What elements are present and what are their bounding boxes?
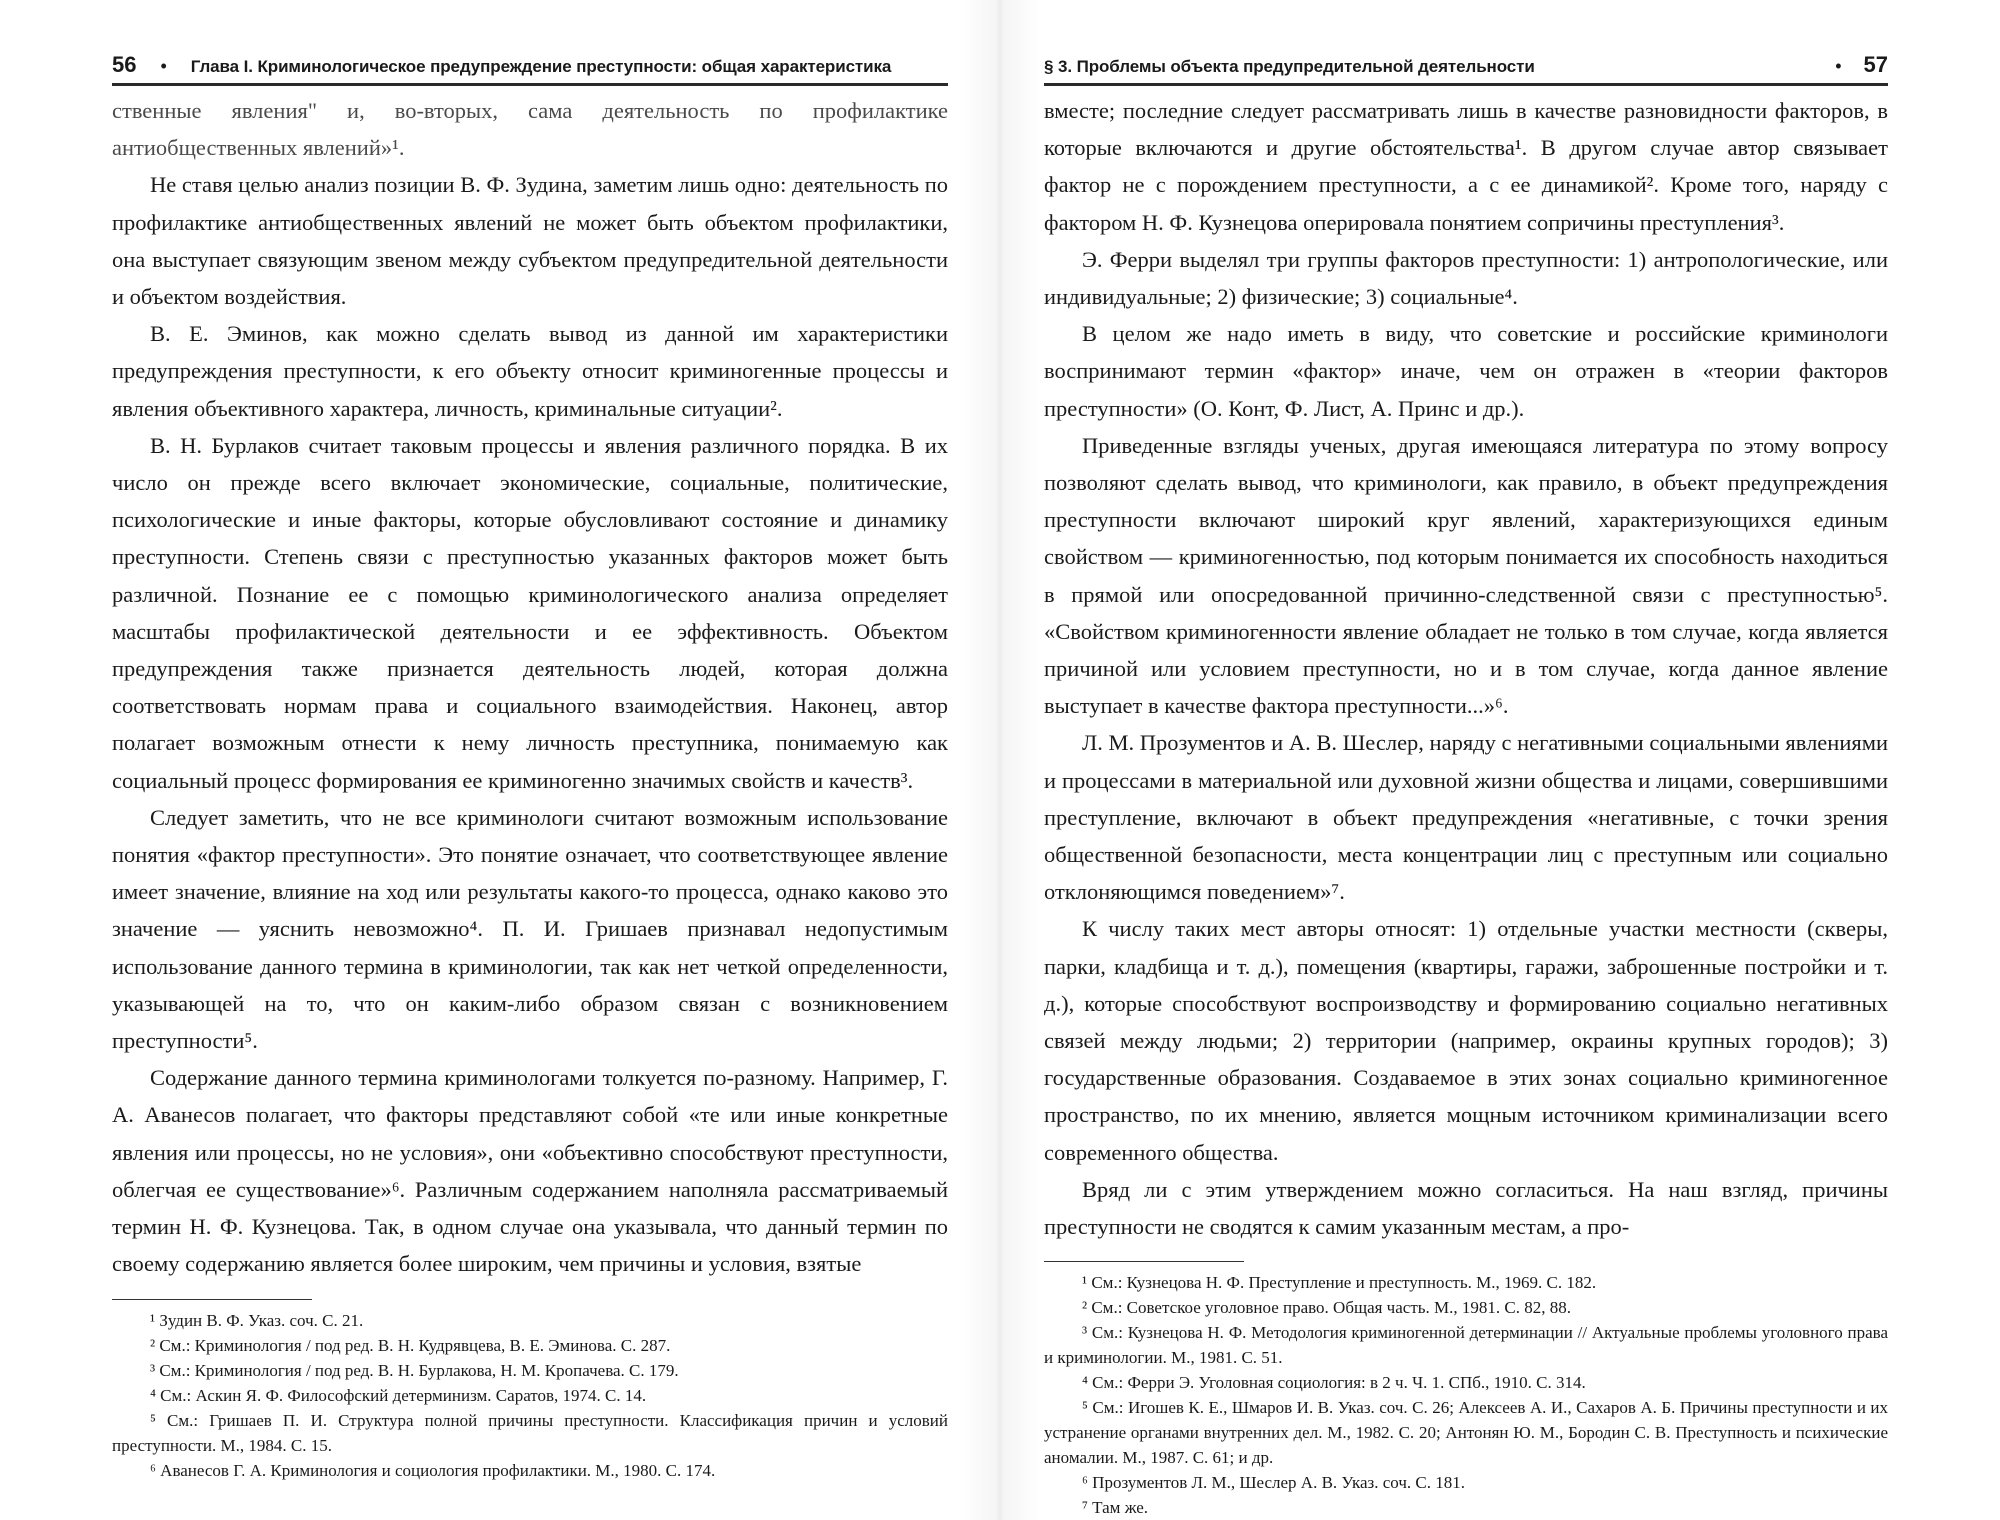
footnote: ³ См.: Криминология / под ред. В. Н. Бурлакова, Н. М. Кропачева. С. 179. (150, 1360, 679, 1380)
right-body-text (1044, 92, 1888, 1245)
footnote: ³ См.: Кузнецова Н. Ф. Методология криминогенной детерминации // Актуальные проблемы уголовного права и криминологии. М., 1981. С. 51. (1044, 1323, 1888, 1368)
header-bullet: • (1835, 56, 1842, 76)
right-running-title: § 3. Проблемы объекта предупредительной деятельности (1044, 57, 1535, 76)
paragraph: В целом же надо иметь в виду, что советские и российские криминологи воспринимают термин «фактор» иначе, чем он отражен в «теории факторов преступности» (О. Конт, Ф. Лист, А. Принс и др.). (1044, 321, 1888, 421)
footnote: ⁶ Прозументов Л. М., Шеслер А. В. Указ. соч. С. 181. (1082, 1473, 1465, 1493)
footnote-divider (1044, 1261, 1244, 1262)
paragraph: Не ставя целью анализ позиции В. Ф. Зудина, заметим лишь одно: деятельность по профилактике антиобщественных явлений не может быть объектом профилактики, она выступает связующим звеном между субъектом предупредительной деятельности и объектом воздействия. (112, 172, 948, 310)
footnote: ⁶ Аванесов Г. А. Криминология и социология профилактики. М., 1980. С. 174. (150, 1460, 716, 1480)
left-body-text (112, 92, 948, 1283)
paragraph: Э. Ферри выделял три группы факторов преступности: 1) антропологические, или индивидуальные; 2) физические; 3) социальные⁴. (1044, 246, 1888, 310)
paragraph: В. Н. Бурлаков считает таковым процессы и явления различного порядка. В их число он прежде всего включает экономические, социальные, политические, психологические и иные факторы, которые обусловливают состояние и динамику преступности. Степень связи с преступностью указанных факторов может быть различной. Познание ее с помощью криминологического анализа определяет масштабы профилактической деятельности и ее эффективность. Объектом предупреждения также признается деятельность людей, которая должна соответствовать нормам права и социального взаимодействия. Наконец, автор полагает возможным отнести к нему личность преступника, понимаемую как социальный процесс формирования ее криминогенно значимых свойств и качеств³. (112, 432, 948, 793)
right-page (1000, 0, 2000, 1520)
footnote: ⁵ См.: Гришаев П. И. Структура полной причины преступности. Классификация причин и условий преступности. М., 1984. С. 15. (112, 1410, 948, 1455)
footnote: ⁵ См.: Игошев К. Е., Шмаров И. В. Указ. соч. С. 26; Алексеев А. И., Сахаров А. Б. Причины преступности и их устранение органами внутренних дел. М., 1982. С. 20; Антонян Ю. М., Бородин С. В. Преступность и психические аномалии. М., 1987. С. 61; и др. (1044, 1398, 1888, 1468)
left-running-title: Глава I. Криминологическое предупреждение преступности: общая характеристика (190, 57, 892, 76)
paragraph: вместе; последние следует рассматривать лишь в качестве разновидности факторов, в которые включаются и другие обстоятельства¹. В другом случае автор связывает фактор не с порождением преступности, а с ее динамикой². Кроме того, наряду с фактором Н. Ф. Кузнецова оперировала понятием сопричины преступления³. (1044, 98, 1888, 235)
paragraph: Следует заметить, что не все криминологи считают возможным использование понятия «фактор преступности». Это понятие означает, что соответствующее явление имеет значение, влияние на ход или результаты какого-то процесса, однако каково это значение — уяснить невозможно⁴. П. И. Гришаев признавал недопустимым использование данного термина в криминологии, так как нет четкой определенности, указывающей на то, что он каким-либо образом связан с возникновением преступности⁵. (112, 804, 948, 1054)
paragraph: Вряд ли с этим утверждением можно согласиться. На наш взгляд, причины преступности не сводятся к самим указанным местам, а про- (1044, 1176, 1888, 1240)
footnote: ¹ См.: Кузнецова Н. Ф. Преступление и преступность. М., 1969. С. 182. (1082, 1273, 1597, 1293)
right-footnotes (1044, 1270, 1888, 1520)
footnote: ⁷ Там же. (1082, 1498, 1149, 1518)
left-page-number: 56 (112, 52, 137, 77)
paragraph: Л. М. Прозументов и А. В. Шеслер, наряду с негативными социальными явлениями и процессами в материальной или духовной жизни общества и лицами, совершившими преступление, включают в объект предупреждения «негативные, с точки зрения общественной безопасности, места концентрации лиц с преступным или социально отклоняющимся поведением»⁷. (1044, 730, 1888, 905)
paragraph: ственные явления" и, во-вторых, сама деятельность по профилактике антиобщественных явлений»¹. (112, 98, 948, 161)
header-bullet: • (160, 56, 167, 76)
right-page-header (1044, 52, 1888, 86)
footnote: ⁴ См.: Аскин Я. Ф. Философский детерминизм. Саратов, 1974. С. 14. (150, 1385, 647, 1405)
left-page-header (112, 52, 948, 86)
paragraph: Содержание данного термина криминологами толкуется по-разному. Например, Г. А. Аванесов полагает, что факторы представляют собой «те или иные конкретные явления или процессы, но не условия», они «объективно способствуют преступности, облегчая ее существование»⁶. Различным содержанием наполняла рассматриваемый термин Н. Ф. Кузнецова. Так, в одном случае она указывала, что данный термин по своему содержанию является более широким, чем причины и условия, взятые (112, 1065, 948, 1277)
footnote-divider (112, 1299, 312, 1300)
footnote: ² См.: Криминология / под ред. В. Н. Кудрявцева, В. Е. Эминова. С. 287. (150, 1335, 671, 1355)
footnote: ¹ Зудин В. Ф. Указ. соч. С. 21. (150, 1310, 364, 1330)
footnote: ⁴ См.: Ферри Э. Уголовная социология: в 2 ч. Ч. 1. СПб., 1910. С. 314. (1082, 1373, 1586, 1393)
paragraph: В. Е. Эминов, как можно сделать вывод из данной им характеристики предупреждения преступности, к его объекту относит криминогенные процессы и явления объективного характера, личность, криминальные ситуации². (112, 321, 948, 421)
paragraph: Приведенные взгляды ученых, другая имеющаяся литература по этому вопросу позволяют сделать вывод, что криминологи, как правило, в объект предупреждения преступности включают широкий круг явлений, характеризующихся единым свойством — криминогенностью, под которым понимается их способность находиться в прямой или опосредованной причинно-следственной связи с преступностью⁵. «Свойством криминогенности явление обладает не только в том случае, когда является причиной или условием преступности, но и в том случае, когда данное явление выступает в качестве фактора преступности...»⁶. (1044, 432, 1888, 719)
paragraph: К числу таких мест авторы относят: 1) отдельные участки местности (скверы, парки, кладбища и т. д.), помещения (квартиры, гаражи, заброшенные постройки и т. д.), которые способствуют воспроизводству и формированию социально негативных связей между людьми; 2) территории (например, окраины крупных городов); 3) государственные образования. Создаваемое в этих зонах социально криминогенное пространство, по их мнению, является мощным источником криминализации всего современного общества. (1044, 916, 1888, 1165)
right-page-number: 57 (1863, 52, 1888, 77)
left-footnotes (112, 1308, 948, 1483)
footnote: ² См.: Советское уголовное право. Общая часть. М., 1981. С. 82, 88. (1082, 1298, 1571, 1318)
